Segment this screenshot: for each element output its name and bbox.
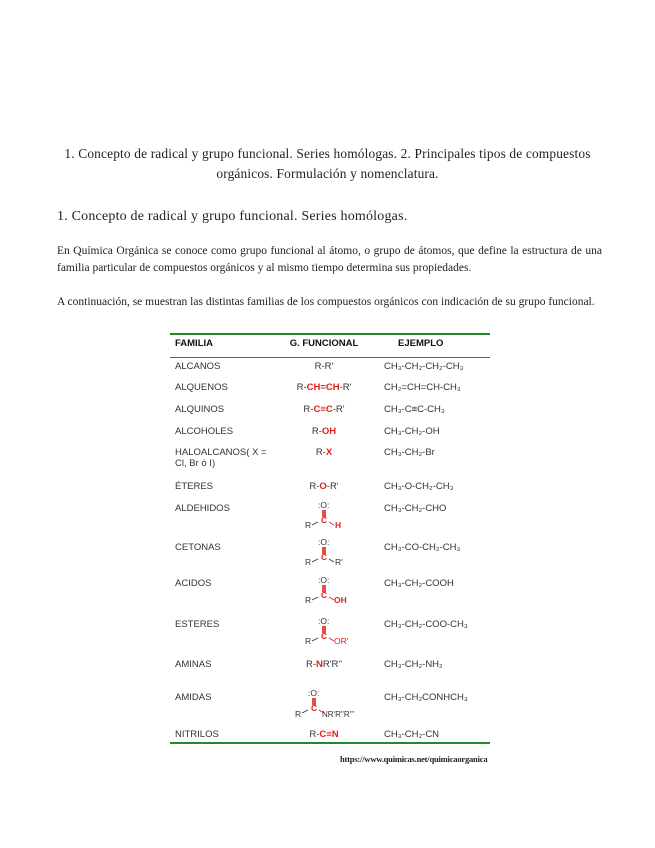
svg-text:H: H <box>335 520 342 529</box>
row-grupo: R-R' <box>314 361 334 372</box>
ester-structure <box>278 615 370 645</box>
svg-text:NR'R''R''': NR'R''R''' <box>322 710 355 719</box>
functional-groups-table <box>170 333 490 744</box>
row-ejemplo: CH₃-O-CH₂-CH₃ <box>384 481 454 492</box>
header-grupo-funcional: G. FUNCIONAL <box>289 338 359 349</box>
row-familia: CETONAS <box>175 542 221 553</box>
header-ejemplo: EJEMPLO <box>398 338 444 349</box>
row-familia: HALOALCANOS( X = Cl, Br ó I) <box>175 447 267 469</box>
row-grupo: R-C≡C-R' <box>303 404 345 415</box>
row-familia: ESTERES <box>175 619 220 630</box>
row-ejemplo: CH₃-CH₂-Br <box>384 447 435 458</box>
svg-text:OH: OH <box>334 595 347 604</box>
row-grupo: R-C≡N <box>309 729 339 740</box>
svg-text:R: R <box>305 557 312 566</box>
table-top-rule <box>170 333 490 335</box>
svg-text:C: C <box>321 515 328 525</box>
row-familia: AMIDAS <box>175 692 212 703</box>
svg-text::O:: :O: <box>308 688 320 698</box>
row-grupo: R-X <box>315 447 333 458</box>
row-familia: ALCOHOLES <box>175 426 234 437</box>
svg-text:R: R <box>305 520 312 529</box>
row-grupo: R-OH <box>311 426 337 437</box>
page-title: 1. Concepto de radical y grupo funcional. Series homólogas. 2. Principales tipos de compuestos orgánicos. Formulación y nomenclatura. <box>64 146 591 181</box>
row-ejemplo: CH₃-CH₂-CHO <box>384 503 447 514</box>
svg-text:C: C <box>321 552 328 562</box>
row-ejemplo: CH₃-CH₂-COO-CH₃ <box>384 619 468 630</box>
svg-text:OR': OR' <box>334 636 349 645</box>
row-ejemplo: CH₃-CH₂-COOH <box>384 578 454 589</box>
row-familia: NITRILOS <box>175 729 219 740</box>
svg-text:R: R <box>305 595 312 604</box>
header-familia: FAMILIA <box>175 338 213 349</box>
row-ejemplo: CH₃-C≡C-CH₃ <box>384 404 445 415</box>
source-url: https://www.quimicas.net/quimicaorganica <box>340 754 488 764</box>
row-ejemplo: CH₂=CH=CH-CH₃ <box>384 382 461 393</box>
row-familia: ALQUENOS <box>175 382 228 393</box>
row-ejemplo: CH₃-CH₂-NH₂ <box>384 659 443 670</box>
svg-text::O:: :O: <box>318 616 330 626</box>
intro-paragraph: En Química Orgánica se conoce como grupo funcional al átomo, o grupo de átomos, que define la estructura de una familia particular de compuestos orgánicos y al mismo tiempo determina sus propiedades. <box>57 245 602 274</box>
row-ejemplo: CH₃-CH₂-CH₂-CH₃ <box>384 361 464 372</box>
svg-text::O:: :O: <box>318 500 330 510</box>
ketone-structure <box>278 536 370 566</box>
row-familia: AMINAS <box>175 659 212 670</box>
table-bottom-rule <box>170 742 490 744</box>
row-ejemplo: CH₃-CO-CH₂-CH₃ <box>384 542 461 553</box>
row-grupo: R-NR'R'' <box>305 659 343 670</box>
row-familia: ACIDOS <box>175 578 212 589</box>
acid-structure <box>278 574 370 604</box>
amide-structure <box>278 687 370 719</box>
table-intro-paragraph: A continuación, se muestran las distintas familias de los compuestos orgánicos con indicación de su grupo funcional. <box>57 296 595 308</box>
row-ejemplo: CH₃-CH₂-OH <box>384 426 440 437</box>
row-familia: ALCANOS <box>175 361 221 372</box>
section-heading: 1. Concepto de radical y grupo funcional. Series homólogas. <box>57 209 408 224</box>
row-grupo: R-O-R' <box>309 481 339 492</box>
svg-text:C: C <box>321 631 328 641</box>
svg-text:C: C <box>311 703 318 713</box>
row-ejemplo: CH₃-CH₂-CN <box>384 729 440 740</box>
table-header-rule <box>170 357 490 358</box>
row-familia: ÉTERES <box>175 481 214 492</box>
svg-text::O:: :O: <box>318 575 330 585</box>
svg-text:R': R' <box>335 557 343 566</box>
svg-text:R: R <box>295 709 302 719</box>
aldehyde-structure <box>278 499 370 529</box>
row-ejemplo: CH₃-CH₂CONHCH₃ <box>384 692 468 703</box>
row-familia: ALQUINOS <box>175 404 225 415</box>
row-familia: ALDEHIDOS <box>175 503 230 514</box>
svg-text:C: C <box>321 590 328 600</box>
svg-text:R: R <box>305 636 312 645</box>
svg-text::O:: :O: <box>318 537 330 547</box>
row-grupo: R-CH=CH-R' <box>296 382 352 393</box>
